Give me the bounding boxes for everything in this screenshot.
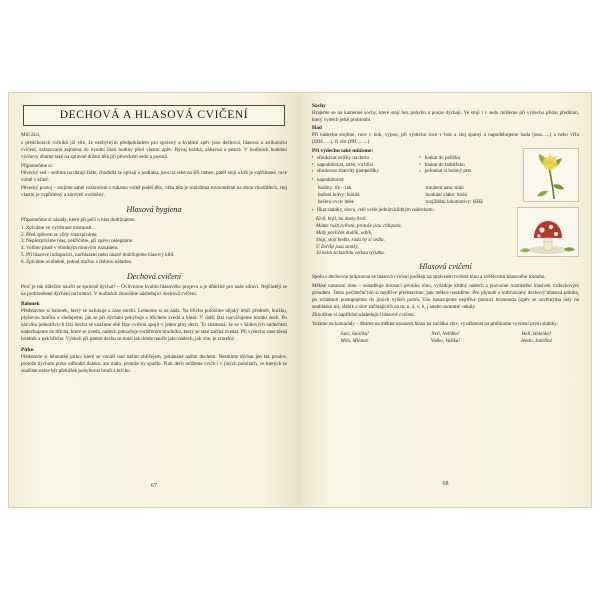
name-line: Jendo, Janíčku! xyxy=(520,337,553,344)
mimic-list-right xyxy=(420,185,520,205)
voice-paragraph-2: Měkké nasazení tónu – usnadňuje intonaci prvního tónu, vyžaduje klidný nádech a pozvolné rozmístění hlasivek vzduchovým proudem. Tento počáteční tón si nejdříve představíme, pak měkce nasadíme. Pro plynulé a kultivovaný dechový hlasová poloha, po zvládnutí postupujeme do jiných výších poloh. Tón nasazujeme nejdříve pomocí brumenda (zpěv se zavřenýma ústy na souhlásku m), slabik a slov začínajících na m, n, ú, v, h, j anebo samotné vokály. xyxy=(312,282,579,310)
list-item: troubení auta: túúú xyxy=(425,185,464,192)
name-line: Milo, Milane! xyxy=(340,337,369,344)
list-item: bučení krávy: búúúú xyxy=(318,192,360,199)
recite-label-bullet xyxy=(312,207,579,214)
poem-line: Král, král, na duely hrál. xyxy=(316,216,367,223)
list-item: ▪ foukat do peříčka xyxy=(420,155,520,162)
name-line: Vaško, Vašiku! xyxy=(430,337,461,344)
dandelion-illustration xyxy=(523,148,579,202)
intro-salutation: Milí žáci, xyxy=(21,132,41,138)
name-line: Neli, Neliňko! xyxy=(431,330,460,337)
subsection-text-balonek: Představme si balonek, který se nafukuje a zase smrští. Lehneme si na záda. Na břicho položíme nějaký lehčí předmět, knížku, plyšovou hračku a sledujeme, jak se při dýchání pohybuje s břichem zvedá a klesá. V další fázi nacvičujeme hrudní dech. Po nácviku jednotlivých fází dechu se snažíme obě fáze cvičení spojit v jeden plný dech. To znamená, že se v klidových nádechem nadechujeme do břicha, které se zvedá, nádech pokračuje rozšířením hrudníku, který se také začíná zvedat. Při výdechu zase klesá hrudník a pak břicho. Výdech při plném dechu se musí tak dobře naučit jako nádech, jak víte, je zrarelný. xyxy=(21,308,287,343)
names-column-2 xyxy=(403,331,488,346)
right-page xyxy=(300,93,591,507)
hygiene-lead: Připomeňme si zásady, které při péči o hlas dodržujeme. xyxy=(21,217,136,224)
exhale-uses-title: Při výdechu také můžeme: xyxy=(312,147,374,154)
poem-line: U Zoříky jsou stonky, xyxy=(316,243,359,250)
list-item: bečení ovce: bééé xyxy=(318,198,354,205)
exhale-bullets-left xyxy=(312,155,412,175)
poem-line: Malý pavlíček dudlík, udlík, xyxy=(316,229,373,236)
list-item: 4. Volíme písně v vhodným tónovým rozsahem. xyxy=(21,245,119,252)
page-title-text: DECHOVÁ A HLASOVÁ CVIČENÍ xyxy=(59,109,249,121)
section-title-sochy: Sochy xyxy=(312,103,326,109)
list-item: rozjíždění lokomotivy: ššššš xyxy=(425,198,483,205)
mushroom-illustration xyxy=(517,207,579,257)
list-item: 3. Nepřezpíváme hlas, nekřičíme, při zpěvu neteptáme. xyxy=(21,238,134,245)
page-number-left: 67 xyxy=(151,483,157,489)
names-columns xyxy=(312,331,579,346)
list-item: houkání vlaku: húúú xyxy=(425,192,467,199)
list-item: ▪ foukat do bublifuku xyxy=(420,162,520,169)
subsection-title-balonek: Balonek xyxy=(21,301,40,308)
section-title-had: Had xyxy=(312,125,322,132)
section-text-sochy: Hrajeme se na kamenné sochy, které stojí bez pohybu a pouze dýchají. Ve stoji i v sedu můžeme při výdechu přidat předklon, který vydech ještě prohloubí. xyxy=(312,110,579,124)
exhale-bullets-right xyxy=(420,155,520,175)
exhale-uses-columns xyxy=(312,155,519,177)
name-line: Heli, Helenko! xyxy=(521,330,552,337)
book-spread xyxy=(8,92,592,508)
list-item: 2. Před zpěvem se vždy rozezpíváme. xyxy=(21,231,98,238)
page-title xyxy=(23,105,285,126)
subsection-text-pirko: Představte si lehounké pírko, které se vznáší nad naším obličejem, pohánáné našim dechem. Nesmíme dýchat jen tak prudce, protože bychom pírko odfoukli daleko, ani málo, protože by spadlo. Platí dech můžeme cvičit i v jiných polohách, ve kterých se snažíme nelze být překážek pohybovat hrudi a bricho. xyxy=(21,353,287,374)
mimic-label-bullet xyxy=(312,177,579,184)
mimic-columns xyxy=(312,185,519,207)
list-item: 1. Zpíváme ve vyvětrané místnosti. xyxy=(21,224,93,231)
section-text-had: Při nádechu stojíme, ruce v bok, výpon, při výdechu ruce v bok a stoj spatný a napodobujeme hada (ssss......) a nebo včlu (žžžž......), či vítr (ffff.........). xyxy=(312,132,579,146)
list-item: ▪ pofoukat si bolavý prst xyxy=(420,168,520,175)
voice-paragraph-1: Spolu s dechovou průpravou se hlasová cvičení podílejí na správném tvoření tónu a zvětšování hlasového rozsahu. xyxy=(312,274,546,281)
names-column-1 xyxy=(312,331,397,346)
list-item: ▪ sfoukávat svíčky na dortu xyxy=(312,155,412,162)
mushroom-icon xyxy=(518,208,578,256)
name-line: Jani, Janíčku! xyxy=(340,330,369,337)
section-heading-hlasova-hygiena: Hlasová hygiena xyxy=(126,205,182,215)
voice-paragraph-3: Zkoušíme si například následující hlasové cvičení. xyxy=(312,312,415,319)
intro-paragraph: z předchozích ročníků již víte, že nezbytným předpokladem pro správný a kvalitní zpěv jsou dechová, hlasová a artikulační cvičení, zařazovaná zejména do úvodní části hodiny před vlastní zpěv. Byvaj krátká, zábavná a pestrá. V hodinách hudební výchovy dbáme také na správné držení těla při pěveckém sedu a postoji. xyxy=(21,139,287,160)
section-heading-hlasova-cviceni: Hlasová cvičení xyxy=(419,262,472,272)
mimic-list-left xyxy=(312,185,412,205)
left-page xyxy=(9,93,300,507)
poem-line: Máme ruští zvířata, protože jsou chlupatá. xyxy=(316,222,402,229)
poem-line: Já mám za kachnu velkou tyčutku. xyxy=(316,250,385,257)
section-heading-dechova-cviceni: Dechová cvičení xyxy=(126,271,182,281)
page-number-right: 68 xyxy=(442,481,449,487)
poem-line: Stojí, stojí bedla, ráda by si sedla. xyxy=(316,236,385,243)
list-item: 6. Zpíváme uvolněně, pokud možno s dobrou náladou. xyxy=(21,258,133,265)
list-item: ▪ sfoukovat zbarvitý pampelišky xyxy=(312,168,412,175)
list-item: ▪ napodobovat: xyxy=(312,177,579,184)
list-item: hodiny: tik – tak xyxy=(318,185,352,192)
subsection-title-pirko: Pírko xyxy=(21,346,34,353)
hygiene-rules-list xyxy=(21,225,287,266)
names-column-3 xyxy=(494,331,579,346)
breathing-lead: Proč je tak důležité naučit se správně dýchat? – Ovlivníme kvalitu hlasového projevu a je důležité pro naše zdraví. Nejčastěji se na prohloubené dýchání na branicí. V hodinách zkoušíme následující dechová cvičení. xyxy=(21,283,287,297)
list-item: 5. Při hlasové indispozici, nachlazení nebo únavě dodržujeme hlasový klid. xyxy=(21,251,175,258)
posture-item-postoj: Pěvecký postoj – stojíme samě rozkročeni s rukama volně podél těla, váha těla je rozložena rovnoměrně na obou chodidlech, stoj vlastní je vzpřímený a zároveň uvolněný. xyxy=(21,185,287,199)
voice-paragraph-4: Voláme na kamarády – dbáme na měkké nasazení hlasu na začátku slov, vyváženost na prohloube vyrslení první slabiky: xyxy=(312,320,559,327)
dandelion-icon xyxy=(524,149,578,201)
posture-item-sed: Pěvecký sed – sedíme na okraji židle, chodidla se opírají o podlahu, jsou od sebe na šíři ramen, patěř stojí a krk je vzpřímené, ruce volně v klíně. xyxy=(21,170,287,184)
list-item: ▪ říkat slabiky, slova, celé verše jedním klidným nádechem: xyxy=(312,207,579,214)
list-item: ▪ napodobovat, sirén, vichřici xyxy=(312,162,412,169)
posture-lead: Připomeňme si: xyxy=(21,162,54,169)
